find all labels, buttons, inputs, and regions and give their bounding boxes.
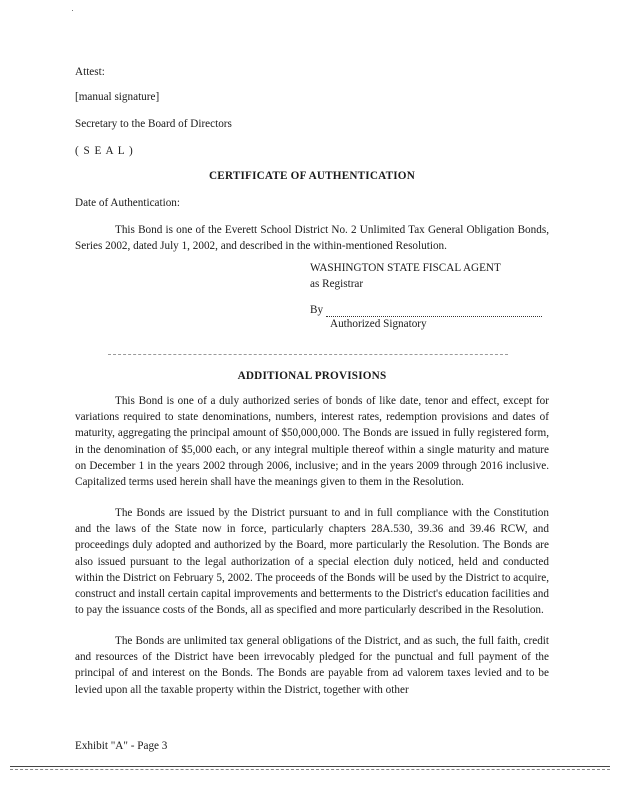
bottom-edge-line-shadow [10, 769, 610, 770]
additional-provisions-heading: ADDITIONAL PROVISIONS [237, 370, 387, 382]
fiscal-agent-name: WASHINGTON STATE FISCAL AGENT [310, 262, 501, 274]
scan-speck [72, 10, 73, 11]
provision-paragraph: This Bond is one of a duly authorized series of bonds of like date, tenor and effect, except for variations required to state denominations, numbers, interest rates, redemption provisions and dates of maturity, aggregating the principal amount of $50,000,000. The Bonds are issued in fully registered form, in the denomination of $5,000 each, or any integral multiple thereof within a single maturity and mature on December 1 in the years 2002 through 2006, inclusive; and in the years 2009 through 2016 inclusive. Capitalized terms used herein shall have the meanings given to them in the Resolution. [75, 395, 549, 489]
as-registrar-label: as Registrar [310, 278, 364, 290]
attest-label: Attest: [75, 66, 105, 78]
section-divider [108, 354, 508, 355]
certificate-heading: CERTIFICATE OF AUTHENTICATION [209, 170, 415, 182]
authorized-signatory-label: Authorized Signatory [330, 318, 427, 330]
date-of-authentication-label: Date of Authentication: [75, 197, 181, 209]
by-label: By [310, 304, 324, 316]
provision-paragraph: The Bonds are issued by the District pursuant to and in full compliance with the Constitution and the laws of the State now in force, particularly chapters 28A.530, 39.36 and 39.46 RCW, and proceedings duly adopted and authorized by the Board, more particularly the Resolution. The Bonds are also issued pursuant to the legal authorization of a special election duly noticed, held and conducted within the District on February 5, 2002. The proceeds of the Bonds will be used by the District to acquire, construct and install certain capital improvements and betterments to the District's education facilities and to pay the issuance costs of the Bonds, all as specified and more particularly described in the Resolution. [75, 507, 549, 617]
provision-paragraph: The Bonds are unlimited tax general obligations of the District, and as such, the full faith, credit and resources of the District have been irrevocably pledged for the punctual and full payment of the principal of and interest on the Bonds. The Bonds are payable from ad valorem taxes levied and to be levied upon all the taxable property within the District, together with other [75, 635, 549, 696]
bottom-edge-line [10, 766, 610, 767]
page-footer: Exhibit "A" - Page 3 [75, 740, 168, 752]
manual-signature: [manual signature] [75, 91, 160, 103]
secretary-title: Secretary to the Board of Directors [75, 118, 232, 130]
certificate-body: This Bond is one of the Everett School District No. 2 Unlimited Tax General Obligation Bonds, Series 2002, dated July 1, 2002, and described in the within-mentioned Resolution. [75, 224, 549, 253]
signature-line [326, 316, 542, 317]
seal-text: ( S E A L ) [75, 145, 134, 157]
